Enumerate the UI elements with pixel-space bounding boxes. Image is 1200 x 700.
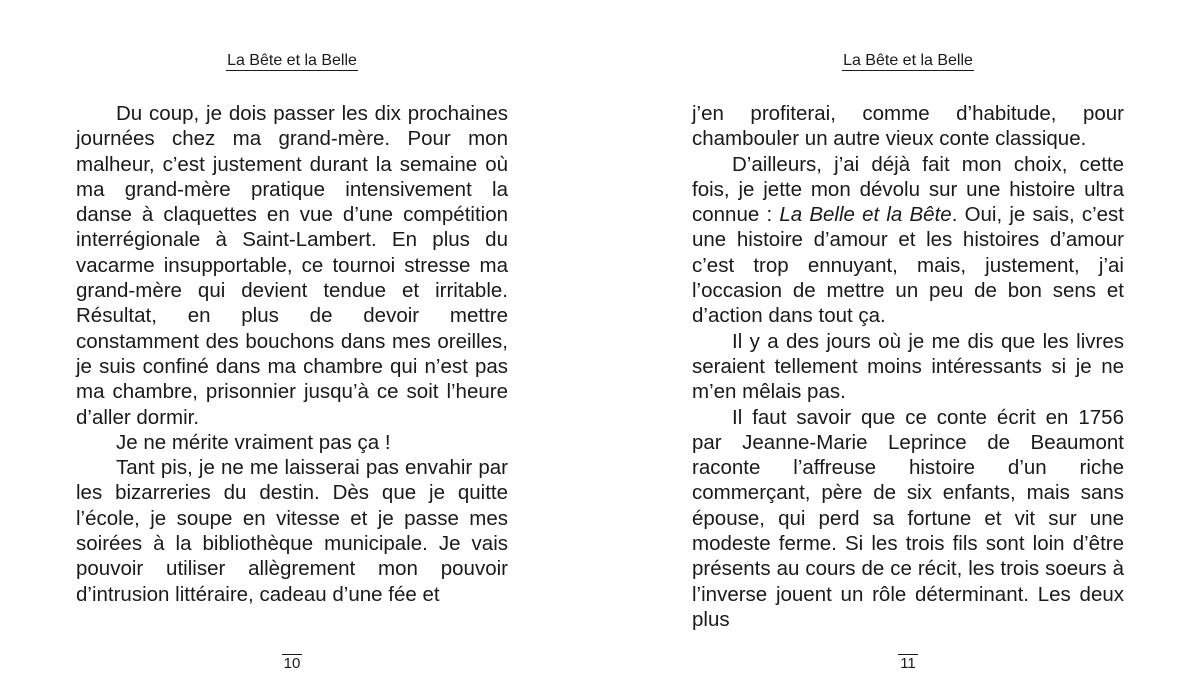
- left-page: [76, 0, 508, 700]
- left-page-number: [76, 654, 508, 674]
- paragraph: Je ne mérite vraiment pas ça !: [116, 430, 391, 454]
- page-number: 11: [900, 655, 916, 672]
- paragraph: Il y a des jours où je me dis que les livres seraient tellement moins intéressants si je ne m’en mêlais pas.: [692, 329, 1124, 404]
- right-page-number: [692, 654, 1124, 674]
- right-body-text: [692, 101, 1124, 632]
- book-title-italic: La Belle et la Bête: [779, 203, 952, 227]
- paragraph-text: D’ailleurs, j’ai déjà fait mon choix, cette fois, je jette mon dévolu sur une histoire ultra connue :: [692, 152, 1124, 227]
- running-head-title: La Bête et la Belle: [843, 52, 973, 69]
- paragraph: Du coup, je dois passer les dix prochaines journées chez ma grand-mère. Pour mon malheur, c’est justement durant la semaine où ma grand-mère pratique intensivement la danse à claquettes en vue d’une compétition interrégionale à Saint-Lambert. En plus du vacarme insupportable, ce tournoi stresse ma grand-mère qui devient tendue et irritable. Résultat, en plus de devoir mettre constamment des bouchons dans mes oreilles, je suis confiné dans ma chambre qui n’est pas ma chambre, prisonnier jusqu’à ce soit l’heure d’aller dormir.: [76, 102, 508, 429]
- left-body-text: [76, 101, 508, 607]
- page-number: 10: [283, 655, 301, 672]
- right-running-head: [692, 51, 1124, 71]
- paragraph-text: . Oui, je sais, c’est une histoire d’amour et les histoires d’amour c’est trop ennuyant, mais, justement, j’ai l’occasion de mettre un peu de bon sens et d’action dans tout ça.: [692, 203, 1124, 328]
- paragraph: Tant pis, je ne me laisserai pas envahir par les bizarreries du destin. Dès que je quitte l’école, je soupe en vitesse et je passe mes soirées à la bibliothèque municipale. Je vais pouvoir utiliser allègrement mon pouvoir d’intrusion littéraire, cadeau d’une fée et: [76, 456, 508, 606]
- right-page: [692, 0, 1124, 700]
- paragraph: j’en profiterai, comme d’habitude, pour chambouler un autre vieux conte classique.: [692, 102, 1124, 151]
- paragraph: Il faut savoir que ce conte écrit en 1756 par Jeanne-Marie Leprince de Beaumont raconte l’affreuse histoire d’un riche commerçant, père de six enfants, mais sans épouse, qui perd sa fortune et vit sur une modeste ferme. Si les trois fils sont loin d’être présents au cours de ce récit, les trois soeurs à l’inverse jouent un rôle déterminant. Les deux plus: [692, 405, 1124, 631]
- left-running-head: [76, 51, 508, 71]
- paragraph: [692, 152, 1124, 329]
- running-head-title: La Bête et la Belle: [227, 52, 357, 69]
